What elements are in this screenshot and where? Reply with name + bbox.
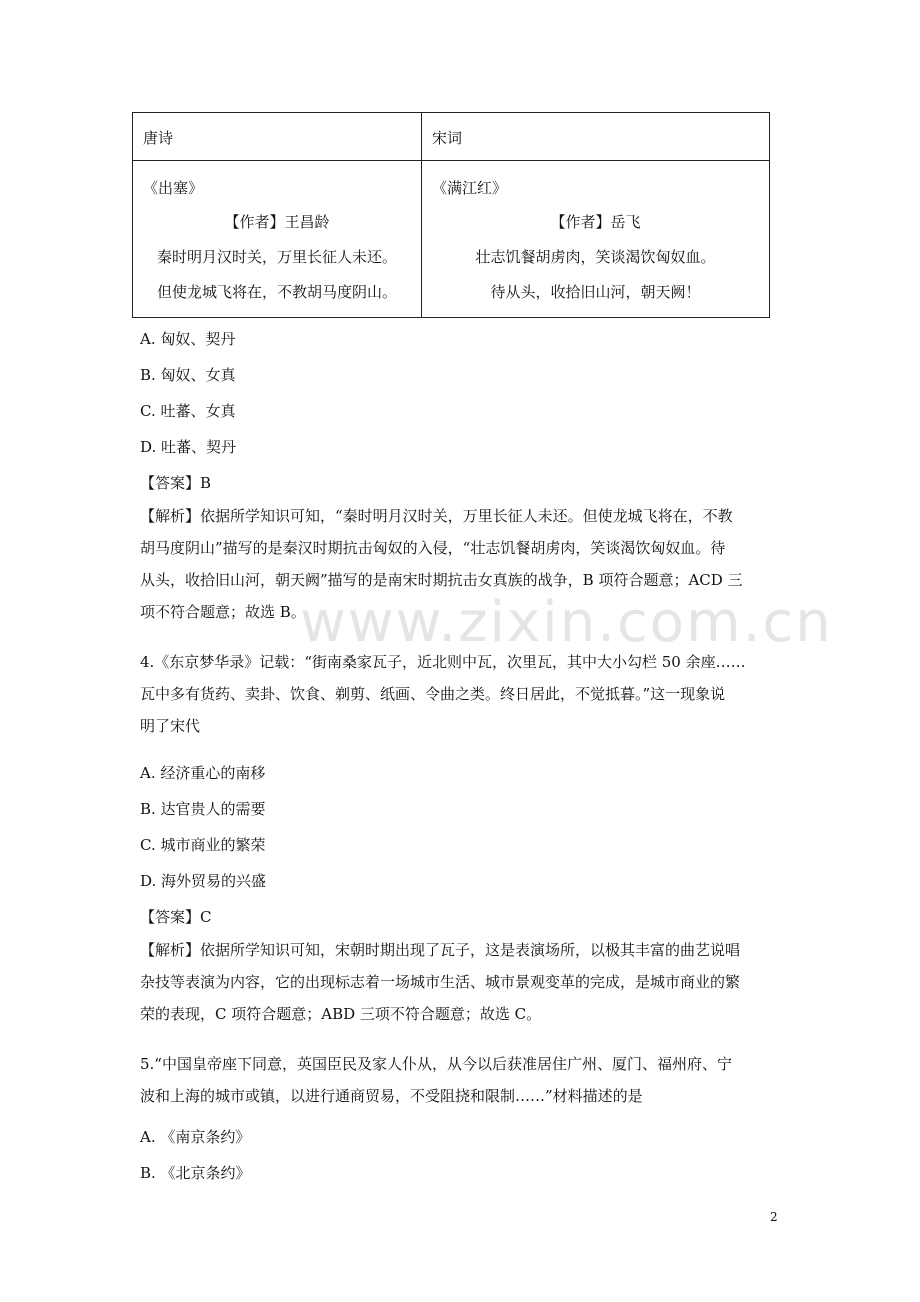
song-poem-line: 壮志饥餐胡虏肉，笑谈渴饮匈奴血。 [475, 248, 716, 266]
q4-stem-line: 4.《东京梦华录》记载：“街南桑家瓦子，近北则中瓦，次里瓦，其中大小勾栏 50 余座…… [140, 653, 746, 671]
tang-poem-author: 【作者】王昌龄 [224, 213, 330, 231]
q3-answer: 【答案】B [140, 474, 212, 492]
tang-header: 唐诗 [143, 129, 174, 147]
q5-stem-line: 波和上海的城市或镇，以进行通商贸易，不受阻挠和限制……”材料描述的是 [140, 1087, 643, 1105]
tang-poem-cell [133, 161, 422, 318]
q5-option-a: A. 《南京条约》 [140, 1128, 251, 1146]
q4-option-c: C. 城市商业的繁荣 [140, 836, 266, 854]
q4-option-a: A. 经济重心的南移 [140, 764, 266, 782]
song-poem-line: 待从头，收拾旧山河，朝天阙！ [490, 283, 701, 301]
song-poem-author: 【作者】岳飞 [550, 213, 641, 231]
q4-analysis-line: 杂技等表演为内容，它的出现标志着一场城市生活、城市景观变革的完成，是城市商业的繁 [140, 973, 741, 991]
q3-option-d: D. 吐蕃、契丹 [140, 438, 237, 456]
q3-option-a: A. 匈奴、契丹 [140, 330, 236, 348]
watermark: www.zixin.com.cn [300, 590, 833, 655]
q5-stem-line: 5.“中国皇帝座下同意，英国臣民及家人仆从，从今以后获准居住广州、厦门、福州府、宁 [140, 1055, 732, 1073]
q4-answer: 【答案】C [140, 908, 212, 926]
song-header-cell [422, 113, 770, 161]
q5-option-b: B. 《北京条约》 [140, 1164, 251, 1182]
song-poem-title: 《满江红》 [432, 179, 508, 197]
page-number: 2 [770, 1210, 778, 1224]
q3-option-c: C. 吐蕃、女真 [140, 402, 236, 420]
tang-poem-line: 秦时明月汉时关，万里长征人未还。 [156, 248, 397, 266]
song-header: 宋词 [432, 129, 463, 147]
tang-header-cell [133, 113, 422, 161]
q3-analysis-line: 胡马度阴山”描写的是秦汉时期抗击匈奴的入侵，“壮志饥餐胡虏肉，笑谈渴饮匈奴血。待 [140, 539, 726, 557]
q4-analysis-line: 荣的表现，C 项符合题意；ABD 三项不符合题意；故选 C。 [140, 1005, 542, 1023]
q3-analysis-line: 【解析】依据所学知识可知，“秦时明月汉时关，万里长征人未还。但使龙城飞将在，不教 [140, 507, 733, 525]
tang-poem-line: 但使龙城飞将在，不教胡马度阴山。 [156, 283, 397, 301]
poem-table [132, 112, 770, 318]
q3-analysis-line: 项不符合题意；故选 B。 [140, 603, 306, 621]
q4-option-d: D. 海外贸易的兴盛 [140, 872, 267, 890]
q4-option-b: B. 达官贵人的需要 [140, 800, 266, 818]
song-poem-cell [422, 161, 770, 318]
tang-poem-title: 《出塞》 [143, 179, 204, 197]
q3-option-b: B. 匈奴、女真 [140, 366, 236, 384]
q4-stem-line: 明了宋代 [140, 717, 201, 735]
q3-analysis-line: 从头，收拾旧山河，朝天阙”描写的是南宋时期抗击女真族的战争，B 项符合题意；ACD 三 [140, 571, 743, 589]
q4-stem-line: 瓦中多有货药、卖卦、饮食、剃剪、纸画、令曲之类。终日居此，不觉抵暮。”这一现象说 [140, 685, 726, 703]
q4-analysis-line: 【解析】依据所学知识可知，宋朝时期出现了瓦子，这是表演场所，以极其丰富的曲艺说唱 [140, 941, 741, 959]
